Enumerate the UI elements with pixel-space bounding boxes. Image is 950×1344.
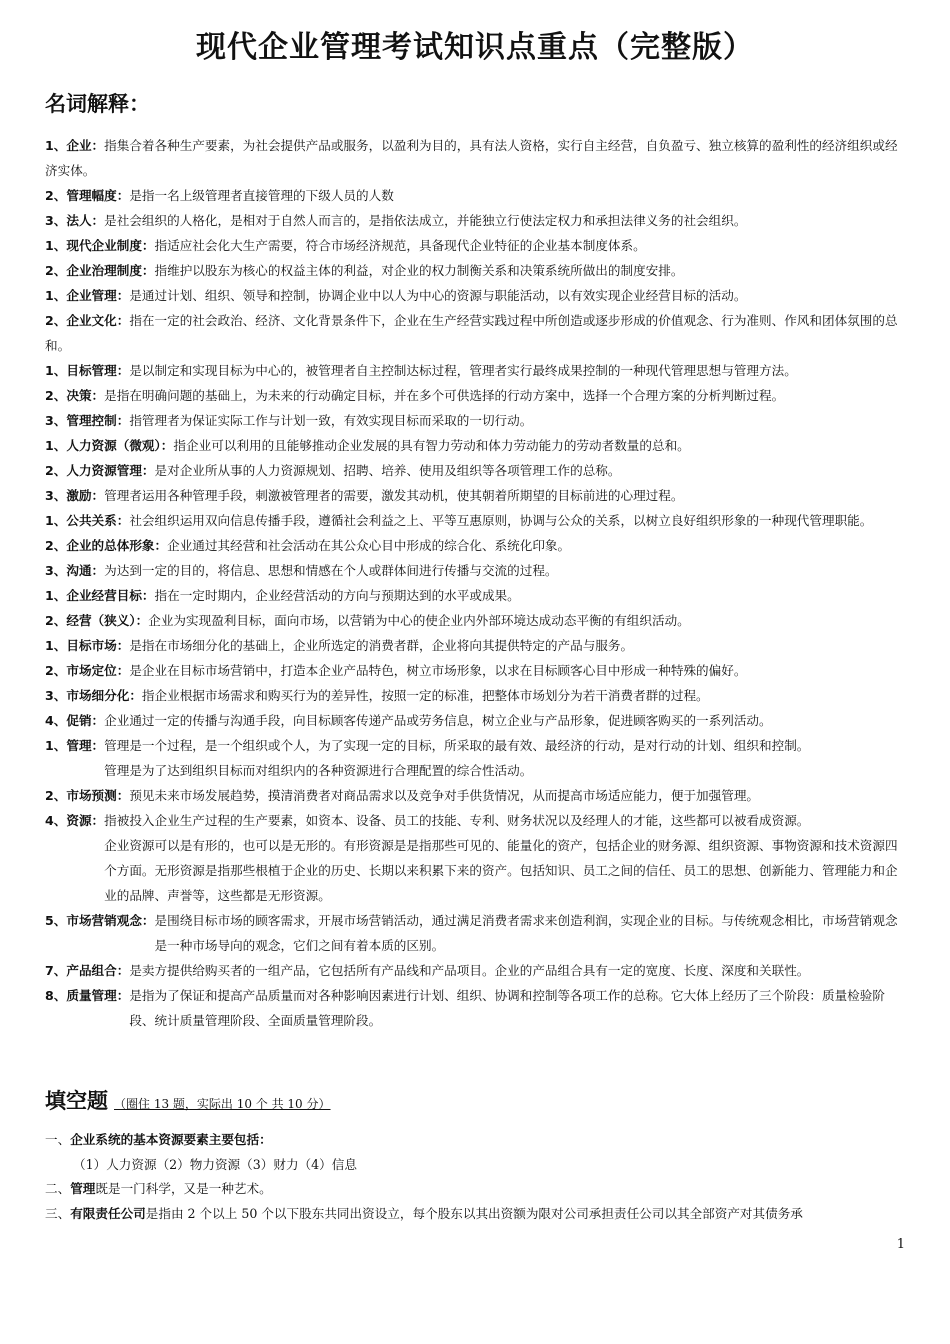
- definition-term: 决策：: [66, 388, 105, 403]
- definition-term: 促销：: [66, 713, 105, 728]
- definition-number: 8、: [45, 988, 67, 1003]
- definition-term: 产品组合：: [66, 963, 130, 978]
- fill-heading-text: 填空题: [45, 1089, 108, 1113]
- definition-number: 1、: [45, 288, 67, 303]
- definitions-list: [45, 133, 910, 1033]
- definition-text: 指在一定的社会政治、经济、文化背景条件下，企业在生产经营实践过程中所创造或逐步形成的价值观念、行为准则、作风和团体氛围的总和。: [45, 313, 898, 353]
- definition-number: 2、: [45, 538, 67, 553]
- simple-definitions: [45, 133, 910, 733]
- fill-item: [45, 1153, 910, 1178]
- fill-item: [45, 1177, 910, 1202]
- definition-number: 5、: [45, 913, 67, 928]
- definition-term: 激励：: [66, 488, 105, 503]
- definition-number: 2、: [45, 788, 67, 803]
- definition-text: 是围绕目标市场的顾客需求，开展市场营销活动，通过满足消费者需求来创造利润，实现企业的目标。与传统观念相比，市场营销观念是一种市场导向的观念，它们之间有着本质的区别。: [154, 913, 898, 953]
- definition-continuation: 管理是为了达到组织目标而对组织内的各种资源进行合理配置的综合性活动。: [104, 763, 533, 778]
- definition-item: [45, 283, 910, 308]
- definition-item: [45, 258, 910, 283]
- section-heading-terms: 名词解释：: [45, 92, 150, 116]
- definition-text: 是社会组织的人格化，是相对于自然人而言的，是指依法成立，并能独立行使法定权力和承担法律义务的社会组织。: [104, 213, 747, 228]
- definition-item: [45, 133, 910, 183]
- definition-item: [45, 408, 910, 433]
- definition-label: [45, 783, 129, 808]
- fill-prefix: 一、: [45, 1132, 71, 1147]
- definition-text: 管理者运用各种管理手段，刺激被管理者的需要，激发其动机，使其朝着所期望的目标前进的心理过程。: [104, 488, 684, 503]
- definition-text: 指企业根据市场需求和购买行为的差异性，按照一定的标准，把整体市场划分为若干消费者群的过程。: [141, 688, 709, 703]
- definition-text: 企业通过其经营和社会活动在其公众心目中形成的综合化、系统化印象。: [167, 538, 571, 553]
- definition-item: [45, 733, 910, 783]
- definition-text: 指管理者为保证实际工作与计划一致，有效实现目标而采取的一切行动。: [129, 413, 533, 428]
- definition-number: 1、: [45, 588, 67, 603]
- definition-text: 是通过计划、组织、领导和控制，协调企业中以人为中心的资源与职能活动，以有效实现企业经营目标的活动。: [129, 288, 747, 303]
- definition-label: [45, 733, 104, 783]
- definition-body: [104, 733, 910, 783]
- definition-item: [45, 308, 910, 358]
- definition-item: [45, 808, 910, 908]
- page-number: 1: [896, 1237, 905, 1252]
- definition-term: 人力资源管理：: [66, 463, 155, 478]
- definition-number: 4、: [45, 813, 67, 828]
- definition-text: 是指在明确问题的基础上，为未来的行动确定目标，并在多个可供选择的行动方案中，选择一个合理方案的分析判断过程。: [104, 388, 785, 403]
- definition-term: 市场定位：: [66, 663, 130, 678]
- definition-term: 企业：: [66, 138, 105, 153]
- fill-keyword: 企业系统的基本资源要素主要包括：: [70, 1132, 272, 1147]
- definition-item: [45, 533, 910, 558]
- definition-item: [45, 508, 910, 533]
- definition-term: 质量管理：: [66, 988, 130, 1003]
- definition-item: [45, 558, 910, 583]
- definition-text: 是企业在目标市场营销中，打造本企业产品特色，树立市场形象，以求在目标顾客心目中形成一种特殊的偏好。: [129, 663, 747, 678]
- definition-number: 2、: [45, 388, 67, 403]
- definition-text: 社会组织运用双向信息传播手段，遵循社会利益之上、平等互惠原则，协调与公众的关系，以树立良好组织形象的一种现代管理职能。: [129, 513, 873, 528]
- definition-item: [45, 433, 910, 458]
- definition-item: [45, 233, 910, 258]
- definition-text: 指集合着各种生产要素，为社会提供产品或服务，以盈利为目的，具有法人资格，实行自主经营，自负盈亏、独立核算的盈利性的经济组织或经济实体。: [45, 138, 898, 178]
- definition-text: 管理是一个过程，是一个组织或个人，为了实现一定的目标，所采取的最有效、最经济的行动，是对行动的计划、组织和控制。: [104, 738, 810, 753]
- definition-continuation: 企业资源可以是有形的，也可以是无形的。有形资源是是指那些可见的、能量化的资产，包括企业的财务源、组织资源、事物资源和技术资源四个方面。无形资源是指那些根植于企业的历史、长期以来积累下来的资产。包括知识、员工之间的信任、员工的思想、创新能力、管理能力和企业的品牌、声誉等，这些都是无形资源。: [104, 838, 898, 903]
- definition-number: 1、: [45, 638, 67, 653]
- fill-keyword: 有限责任公司: [70, 1205, 146, 1221]
- definition-number: 2、: [45, 463, 67, 478]
- definition-number: 2、: [45, 188, 67, 203]
- definition-body: [129, 958, 910, 983]
- definition-term: 经营（狭义）：: [66, 613, 149, 628]
- definition-term: 企业文化：: [66, 313, 130, 328]
- definition-item: [45, 633, 910, 658]
- fill-prefix: 二、: [45, 1181, 71, 1196]
- definition-text: 指企业可以利用的且能够推动企业发展的具有智力劳动和体力劳动能力的劳动者数量的总和。: [173, 438, 690, 453]
- definition-number: 7、: [45, 963, 67, 978]
- definition-text: 是指为了保证和提高产品质量而对各种影响因素进行计划、组织、协调和控制等各项工作的总称。它大体上经历了三个阶段：质量检验阶段、统计质量管理阶段、全面质量管理阶段。: [129, 988, 885, 1028]
- definition-item: [45, 983, 910, 1033]
- fill-prefix: 三、: [45, 1205, 71, 1221]
- definition-term: 法人：: [66, 213, 105, 228]
- fill-keyword: 管理: [70, 1181, 96, 1196]
- definition-term: 现代企业制度：: [66, 238, 155, 253]
- definition-term: 市场营销观念：: [66, 913, 155, 928]
- definition-item: [45, 658, 910, 683]
- definition-item: [45, 908, 910, 958]
- definition-term: 管理幅度：: [66, 188, 130, 203]
- definition-body: [155, 908, 910, 958]
- definition-number: 1、: [45, 438, 67, 453]
- definition-term: 市场预测：: [66, 788, 130, 803]
- definition-text: 是指在市场细分化的基础上，企业所选定的消费者群，企业将向其提供特定的产品与服务。: [129, 638, 634, 653]
- definition-text: 企业为实现盈利目标，面向市场，以营销为中心的使企业内外部环境达成动态平衡的有组织活动。: [148, 613, 690, 628]
- definition-term: 沟通：: [66, 563, 105, 578]
- definition-item: [45, 383, 910, 408]
- fill-heading-note: （圈住 13 题，实际出 10 个 共 10 分）: [114, 1097, 331, 1111]
- definition-number: 3、: [45, 413, 67, 428]
- definition-text: 是指一名上级管理者直接管理的下级人员的人数: [129, 188, 394, 203]
- definition-label: [45, 983, 129, 1033]
- definition-number: 3、: [45, 213, 67, 228]
- definition-term: 目标市场：: [66, 638, 130, 653]
- definition-item: [45, 358, 910, 383]
- definition-item: [45, 483, 910, 508]
- definition-term: 企业治理制度：: [66, 263, 155, 278]
- hanging-definitions: [45, 733, 910, 1033]
- definition-number: 3、: [45, 488, 67, 503]
- page-title: 现代企业管理考试知识点重点（完整版）: [196, 30, 754, 65]
- definition-item: [45, 608, 910, 633]
- definition-item: [45, 583, 910, 608]
- definition-term: 管理控制：: [66, 413, 130, 428]
- definition-number: 3、: [45, 563, 67, 578]
- definition-number: 1、: [45, 738, 67, 753]
- fill-item: [45, 1202, 910, 1227]
- definition-item: [45, 183, 910, 208]
- definition-item: [45, 208, 910, 233]
- definition-term: 企业管理：: [66, 288, 130, 303]
- definition-term: 管理：: [66, 738, 105, 753]
- definition-item: [45, 458, 910, 483]
- fill-item: [45, 1128, 910, 1153]
- definition-item: [45, 783, 910, 808]
- definition-term: 企业的总体形象：: [66, 538, 168, 553]
- definition-term: 企业经营目标：: [66, 588, 155, 603]
- definition-label: [45, 958, 129, 983]
- definition-term: 公共关系：: [66, 513, 130, 528]
- definition-number: 2、: [45, 663, 67, 678]
- definition-text: 预见未来市场发展趋势，摸清消费者对商品需求以及竞争对手供货情况，从而提高市场适应能力，便于加强管理。: [129, 788, 760, 803]
- fill-text: （1）人力资源（2）物力资源（3）财力（4）信息: [73, 1156, 357, 1172]
- definition-label: [45, 808, 104, 908]
- definition-number: 4、: [45, 713, 67, 728]
- definition-number: 2、: [45, 313, 67, 328]
- definition-number: 1、: [45, 238, 67, 253]
- fill-blank-list: [45, 1128, 910, 1226]
- section-heading-fill: [45, 1085, 331, 1115]
- definition-text: 指维护以股东为核心的权益主体的利益，对企业的权力制衡关系和决策系统所做出的制度安排。: [154, 263, 684, 278]
- definition-text: 是卖方提供给购买者的一组产品，它包括所有产品线和产品项目。企业的产品组合具有一定的宽度、长度、深度和关联性。: [129, 963, 810, 978]
- definition-number: 2、: [45, 263, 67, 278]
- definition-number: 3、: [45, 688, 67, 703]
- definition-term: 目标管理：: [66, 363, 130, 378]
- definition-text: 为达到一定的目的，将信息、思想和情感在个人或群体间进行传播与交流的过程。: [104, 563, 558, 578]
- definition-body: [129, 983, 910, 1033]
- definition-text: 指适应社会化大生产需要，符合市场经济规范，具备现代企业特征的企业基本制度体系。: [154, 238, 646, 253]
- definition-term: 市场细分化：: [66, 688, 142, 703]
- definition-label: [45, 908, 155, 958]
- definition-number: 1、: [45, 138, 67, 153]
- fill-text: 既是一门科学，又是一种艺术。: [95, 1181, 272, 1196]
- definition-number: 2、: [45, 613, 67, 628]
- definition-text: 是对企业所从事的人力资源规划、招聘、培养、使用及组织等各项管理工作的总称。: [154, 463, 621, 478]
- definition-term: 资源：: [66, 813, 105, 828]
- definition-body: [129, 783, 910, 808]
- definition-text: 是以制定和实现目标为中心的，被管理者自主控制达标过程，管理者实行最终成果控制的一种现代管理思想与管理方法。: [129, 363, 797, 378]
- definition-body: [104, 808, 910, 908]
- definition-text: 指在一定时期内，企业经营活动的方向与预期达到的水平或成果。: [154, 588, 520, 603]
- definition-text: 指被投入企业生产过程的生产要素，如资本、设备、员工的技能、专利、财务状况以及经理人的才能，这些都可以被看成资源。: [104, 813, 810, 828]
- definition-number: 1、: [45, 513, 67, 528]
- definition-item: [45, 683, 910, 708]
- definition-number: 1、: [45, 363, 67, 378]
- definition-item: [45, 958, 910, 983]
- fill-text: 是指由 2 个以上 50 个以下股东共同出资设立，每个股东以其出资额为限对公司承担责任公司以其全部资产对其债务承: [145, 1205, 803, 1221]
- definition-text: 企业通过一定的传播与沟通手段，向目标顾客传递产品或劳务信息，树立企业与产品形象，促进顾客购买的一系列活动。: [104, 713, 772, 728]
- definition-item: [45, 708, 910, 733]
- definition-term: 人力资源（微观）：: [66, 438, 174, 453]
